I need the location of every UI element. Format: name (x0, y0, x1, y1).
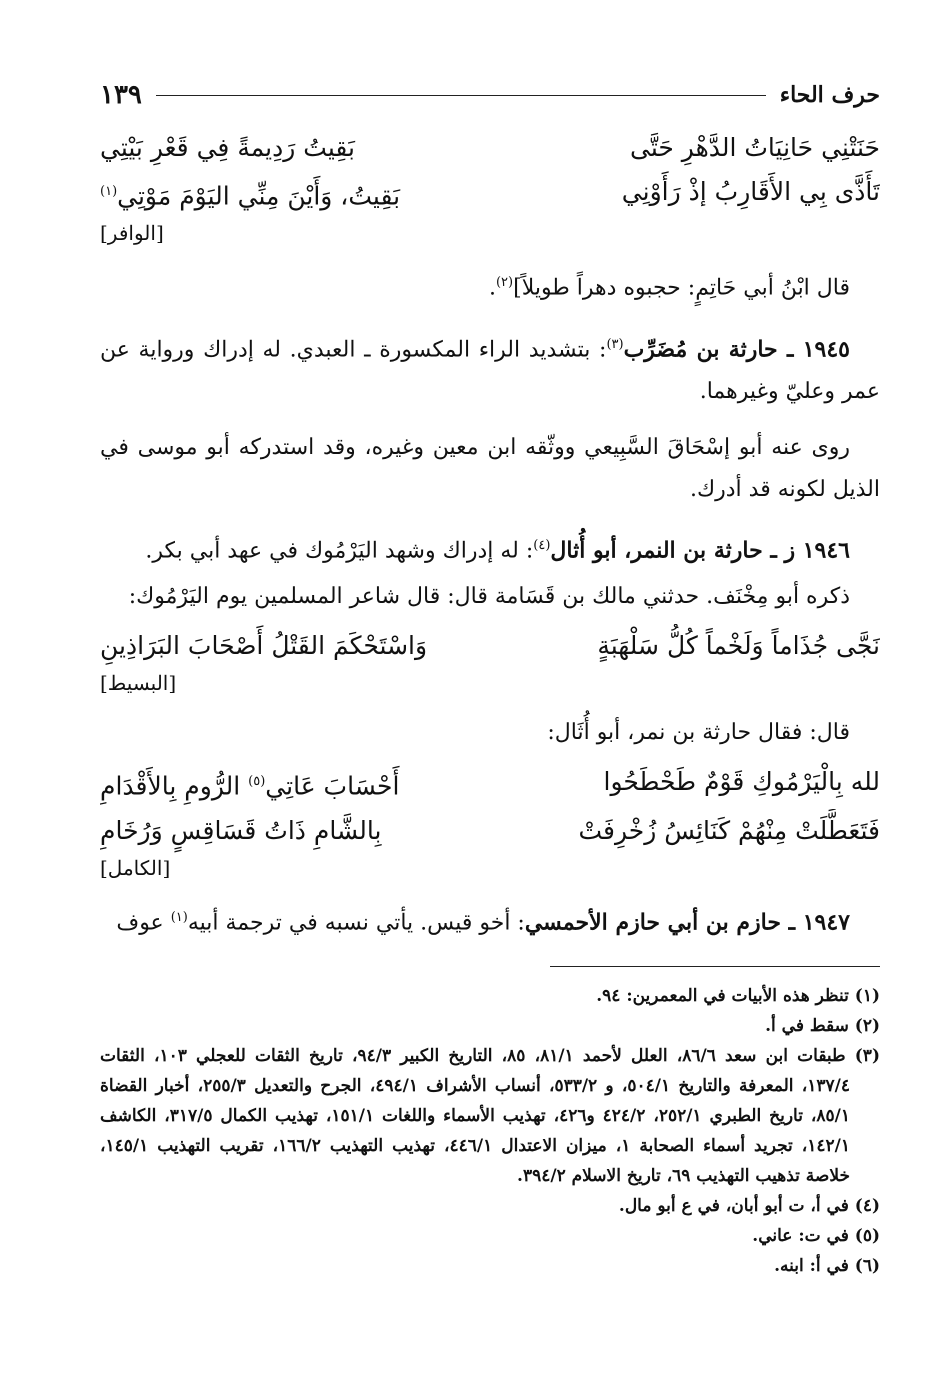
verse-line (100, 126, 880, 170)
verse-first-hemistich: فَتَعَطَّلَتْ مِنْهُمْ كَنَائِسُ زُخْرِفَتْ (578, 815, 880, 845)
meter-label: [الوافر] (100, 221, 164, 246)
entry-1947 (100, 897, 880, 944)
poem-3 (100, 760, 880, 882)
footnote-ref: (٥) (248, 774, 266, 790)
entry-body-end: عوف (116, 909, 171, 935)
verse-line (100, 760, 880, 808)
entry-1946 (100, 525, 880, 572)
footnote-ref: (١) (170, 909, 188, 925)
verse-text: الرُّومِ بِالأَقْدَامِ (100, 771, 249, 801)
footnote-divider (550, 966, 880, 967)
entry-body: : بتشديد الراء المكسورة ـ العبدي. له إدراك ورواية عن عمر وعليّ وغيرهما. (100, 336, 880, 404)
verse-text: أَحْسَابَ عَاتِي (265, 771, 400, 801)
verse-second-hemistich: وَاسْتَحْكَمَ القَتْلُ أَصْحَابَ البَرَاذِينِ (100, 631, 428, 661)
footnote-ref: (٢) (495, 275, 514, 291)
paragraph: قال: فقال حارثة بن نمر، أبو أُثَال: (547, 720, 850, 746)
meter-label: [الكامل] (100, 855, 171, 880)
footnote: (١) تنظر هذه الأبيات في المعمرين: ٩٤. (596, 985, 880, 1006)
verse-second-hemistich: بِالشَّامِ ذَاتُ قَسَاقِسٍ وَرُخَامِ (100, 815, 382, 845)
footnote-ref: (٤) (533, 537, 551, 553)
verse-second-hemistich (100, 760, 474, 808)
verse-first-hemistich: حَنَتْنِي حَانِيَاتُ الدَّهْرِ حَتَّى (630, 133, 880, 162)
page-header (100, 70, 880, 120)
page (100, 70, 880, 1281)
paragraph: ذكره أبو مِخْنَف. حدثني مالك بن قَسَامة قال: قال شاعر المسلمين يوم اليَرْمُوك: (128, 584, 850, 610)
verse-first-hemistich: تَأَذَّى بِي الأَقَارِبُ إذْ رَأَوْنِي (621, 177, 880, 206)
entry-1945 (100, 324, 880, 413)
paragraph: روى عنه أبو إسْحَاقَ السَّبِيعي ووثّقه ابن معين وغيره، وقد استدركه أبو موسى في الذيل لكونه قد أدرك. (100, 434, 880, 502)
footnote: (٥) في ت: عاني. (752, 1225, 880, 1246)
entry-heading: ١٩٤٦ ز ـ حارثة بن النمر، أبو أُثال (550, 537, 850, 564)
entry-body: : له إدراك وشهد اليَرْمُوك في عهد أبي بكر. (145, 538, 534, 564)
entry-heading: ١٩٤٧ ـ حازم بن أبي حازم الأحمسي (524, 908, 850, 935)
paragraph-end: . (488, 275, 496, 301)
footnote: (٢) سقط في أ. (765, 1015, 880, 1036)
page-number: ١٣٩ (100, 80, 142, 110)
verse-line (100, 170, 880, 218)
meter-label: [البسيط] (100, 671, 177, 696)
footnote-divider-wrap (100, 966, 880, 967)
verse-text: بَقِيتُ، وَأَيْنَ مِنِّي اليَوْمَ مَوْتِي (117, 181, 401, 211)
paragraph (100, 262, 880, 309)
entry-heading: ١٩٤٥ ـ حارثة بن مُضَرِّب (623, 335, 850, 362)
paragraph-text: قال ابْنُ أبي حَاتِمٍ: حجبوه دهراً طويلاً] (513, 275, 850, 301)
header-rule (156, 95, 766, 96)
verse-second-hemistich: بَقِيتُ رَدِيمةً فِي قَعْرِ بَيْتِي (100, 133, 355, 162)
chapter-title: حرف الحاء (779, 82, 880, 108)
verse-line (100, 809, 880, 853)
verse-second-hemistich (100, 170, 474, 218)
poem-2 (100, 624, 880, 698)
entry-body: : أخو قيس. يأتي نسبه في ترجمة أبيه (187, 909, 525, 935)
verse-line (100, 624, 880, 668)
verse-first-hemistich: نَجَّى جُذَاماً وَلَخْماً كُلُّ سَلْهَبَةٍ (597, 631, 880, 661)
footnotes (100, 981, 880, 1281)
footnote-ref: (٣) (606, 336, 624, 352)
footnote: (٤) في أ، ت أبو أبان، في ع أبو مال. (618, 1195, 880, 1216)
verse-first-hemistich: لله بِالْيَرْمُوكِ قَوْمٌ طَحْطَحُوا (603, 767, 880, 797)
footnote-ref: (١) (100, 184, 118, 199)
footnote: (٣) طبقات ابن سعد ٨٦/٦، العلل لأحمد ٨١/١، ٨٥، التاريخ الكبير ٩٤/٣، تاريخ الثقات للعجلي ١٠٣، الثقات ١٣٧/٤، المعرفة والتاريخ ٥٠٤/١، و ٥٣٣/٢، أنساب الأشراف ٤٩٤/١، الجرح والتعديل ٢٥٥/٣، أخبار القضاة ٨٥/١، تاريخ الطبري ٢٥٢/١، ٤٢٤/٢ و٤٢٦، تهذيب الأسماء واللغات ١٥١/١، تهذيب الكمال ٣١٧/٥، الكاشف ١٤٢/١، تجريد أسماء الصحابة ١، ميزان الاعتدال ٤٤٦/١، تهذيب التهذيب ١٦٦/٢، تقريب التهذيب ١٤٥/١، خلاصة تذهيب التهذيب ٦٩، تاريخ الاسلام ٣٩٤/٢. (100, 1045, 880, 1186)
footnote: (٦) في أ: ابنه. (774, 1255, 880, 1276)
poem-1 (100, 126, 880, 248)
